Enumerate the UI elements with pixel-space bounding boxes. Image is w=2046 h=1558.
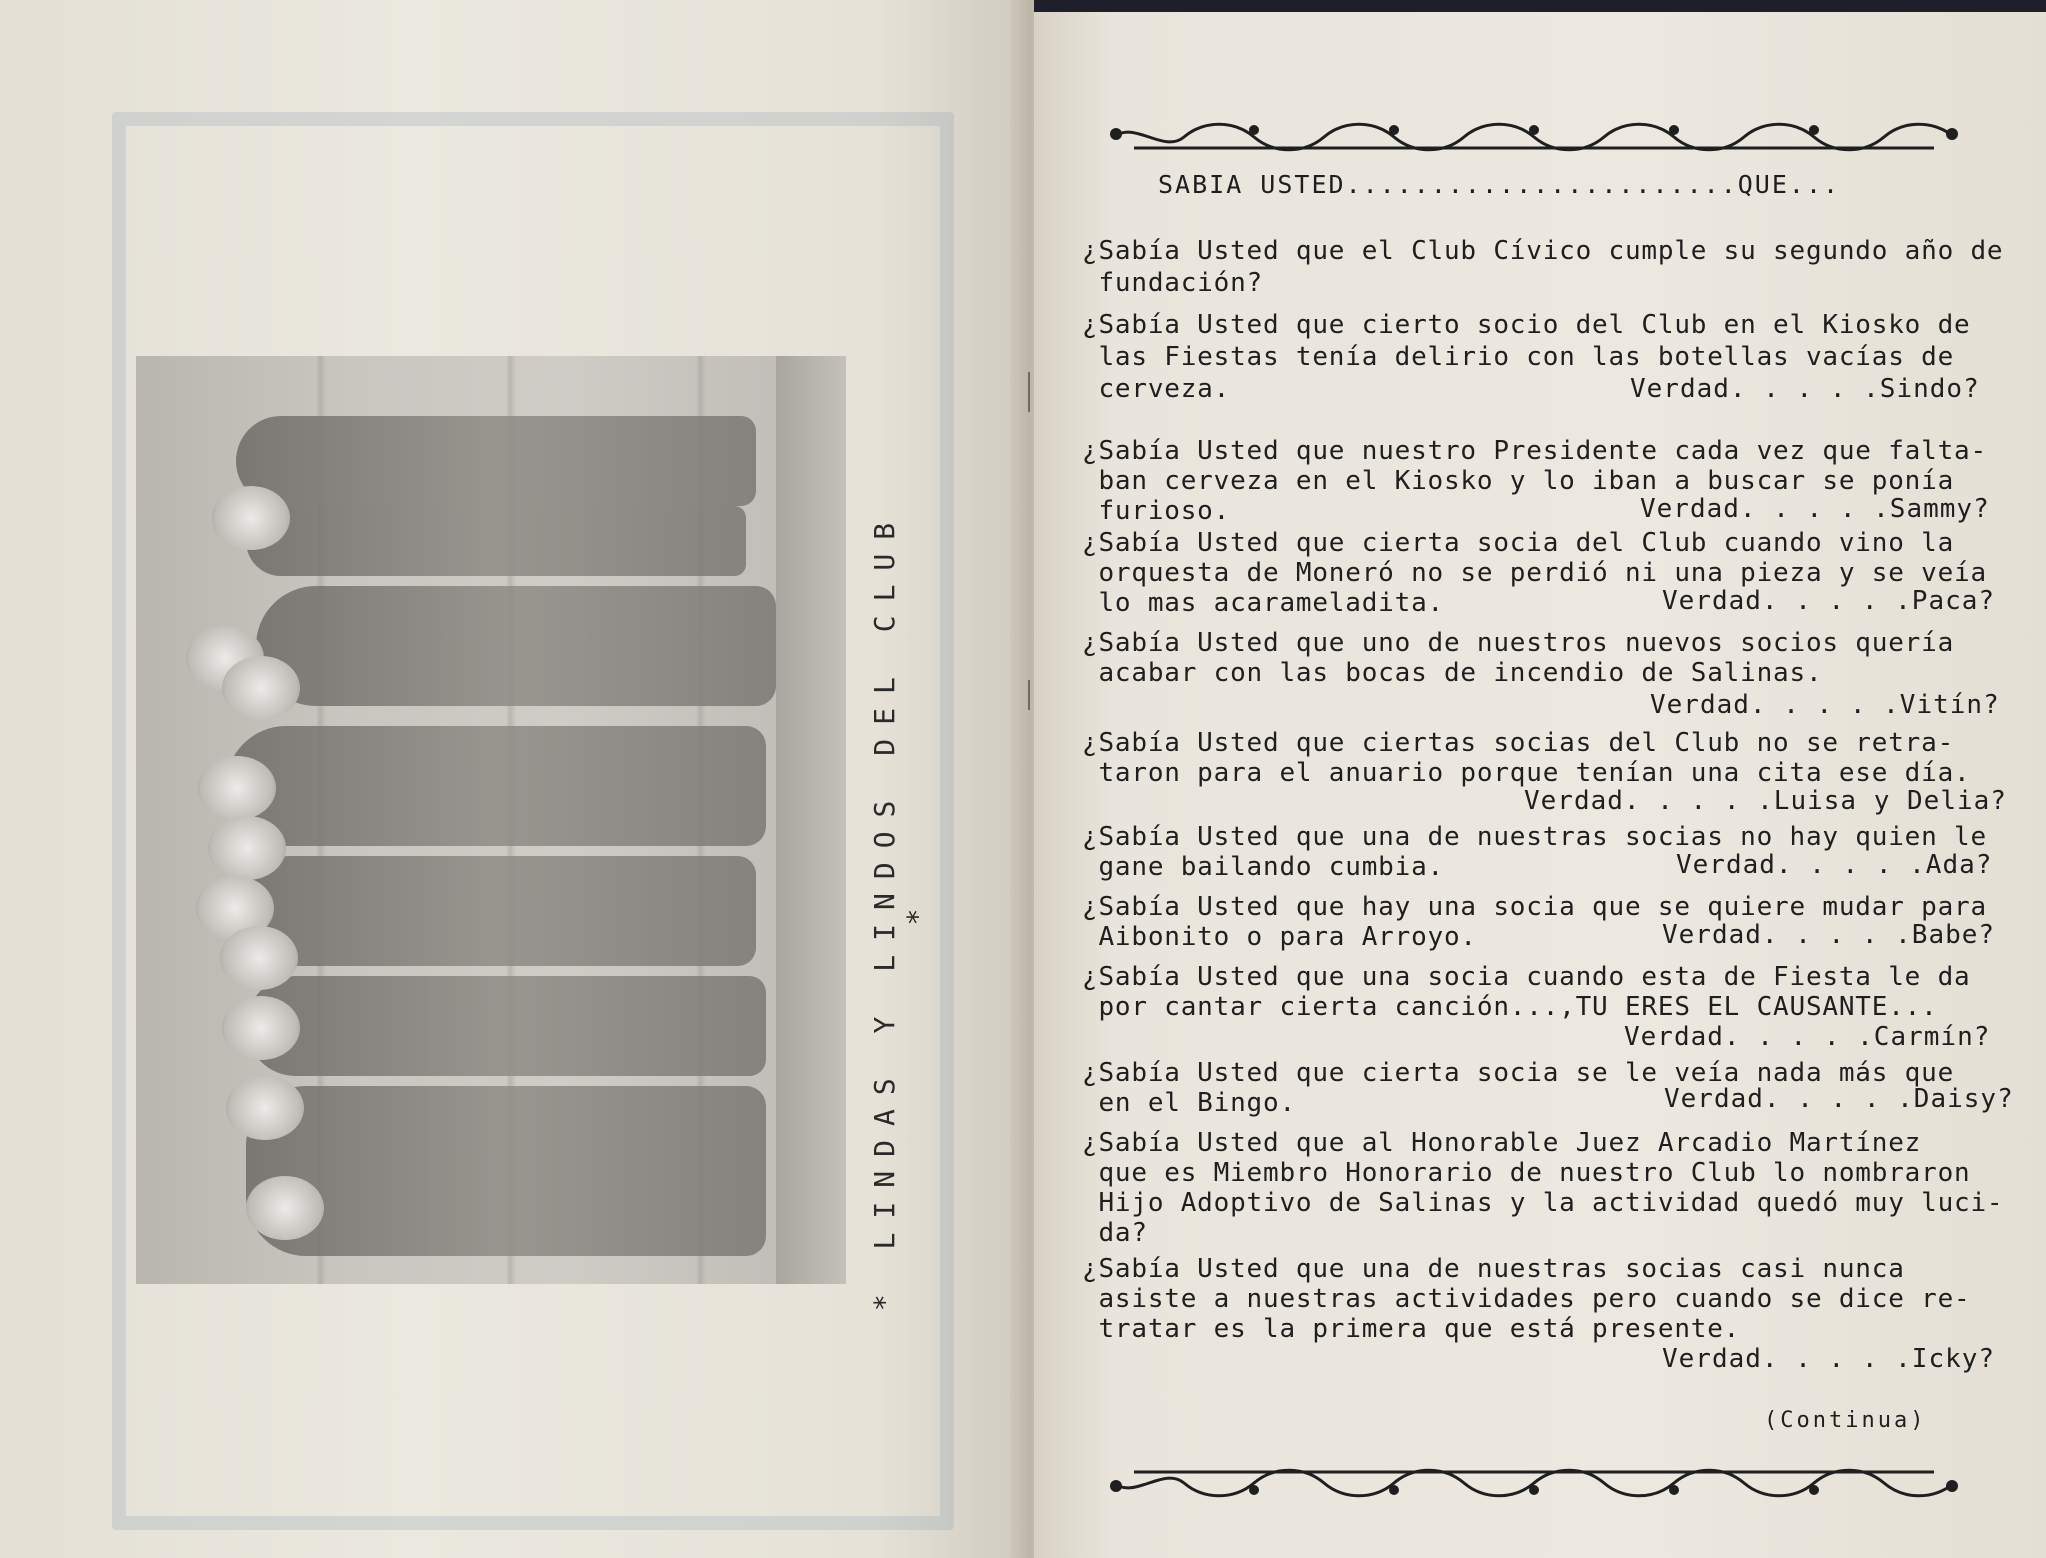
margin-mark xyxy=(1028,372,1030,412)
entry-answer: Verdad. . . . .Paca? xyxy=(1662,586,1996,616)
bottom-ornament xyxy=(1104,1466,1964,1500)
entry-line: ¿Sabía Usted que ciertas socias del Club no se retra- xyxy=(1082,728,1955,758)
entry-line: tratar es la primera que está presente. xyxy=(1082,1314,1741,1344)
entry-answer: Verdad. . . . .Carmín? xyxy=(1624,1022,1991,1052)
entry-line: en el Bingo. xyxy=(1082,1088,1296,1118)
margin-mark xyxy=(1028,680,1030,710)
entry-answer: Verdad. . . . .Daisy? xyxy=(1664,1084,2014,1114)
entry-line: furioso. xyxy=(1082,496,1231,526)
photo-head xyxy=(222,996,300,1060)
photo-person xyxy=(246,506,746,576)
entry-line: que es Miembro Honorario de nuestro Club lo nombraron xyxy=(1082,1158,1971,1188)
photo-head xyxy=(198,756,276,820)
entry-line: taron para el anuario porque tenían una cita ese día. xyxy=(1082,758,1971,788)
entry-answer: Verdad. . . . .Ada? xyxy=(1676,850,1993,880)
entry-line: acabar con las bocas de incendio de Salinas. xyxy=(1082,658,1823,688)
entry-line: cerveza. xyxy=(1082,374,1231,404)
continued-note: (Continua) xyxy=(1764,1408,1927,1433)
photo-head xyxy=(208,816,286,880)
entry-line: ¿Sabía Usted que una de nuestras socias no hay quien le xyxy=(1082,822,1987,852)
entry-line: orquesta de Moneró no se perdió ni una pieza y se veía xyxy=(1082,558,1987,588)
photo-head xyxy=(226,1076,304,1140)
entry-line: ¿Sabía Usted que al Honorable Juez Arcadio Martínez xyxy=(1082,1128,1922,1158)
entry-answer: Verdad. . . . .Babe? xyxy=(1662,920,1996,950)
entry-line: Hijo Adoptivo de Salinas y la actividad quedó muy luci- xyxy=(1082,1188,2004,1218)
photo-person xyxy=(256,586,776,706)
entry-line: ¿Sabía Usted que cierta socia se le veía nada más que xyxy=(1082,1058,1955,1088)
entry-line: ¿Sabía Usted que hay una socia que se quiere mudar para xyxy=(1082,892,1987,922)
entry-line: ¿Sabía Usted que una de nuestras socias casi nunca xyxy=(1082,1254,1905,1284)
photo-person xyxy=(236,856,756,966)
photo-head xyxy=(246,1176,324,1240)
entry-answer: Verdad. . . . .Sammy? xyxy=(1640,494,1990,524)
right-page xyxy=(1034,0,2046,1558)
entry-line: ¿Sabía Usted que uno de nuestros nuevos socios quería xyxy=(1082,628,1955,658)
entry-line: Aibonito o para Arroyo. xyxy=(1082,922,1477,952)
photo-head xyxy=(220,926,298,990)
entry-line: ¿Sabía Usted que una socia cuando esta de Fiesta le da xyxy=(1082,962,1971,992)
entry-answer: Verdad. . . . .Luisa y Delia? xyxy=(1524,786,2007,816)
entry-line: asiste a nuestras actividades pero cuando se dice re- xyxy=(1082,1284,1971,1314)
entry-line: gane bailando cumbia. xyxy=(1082,852,1444,882)
photo-person xyxy=(236,416,756,506)
entry-line: lo mas acarameladita. xyxy=(1082,588,1444,618)
entry-answer: Verdad. . . . .Sindo? xyxy=(1630,374,1980,404)
page-heading: SABIA USTED.......................QUE... xyxy=(1158,170,1841,199)
entry-line: fundación? xyxy=(1082,268,1263,298)
photo-person xyxy=(246,976,766,1076)
entry-line: ¿Sabía Usted que cierta socia del Club cuando vino la xyxy=(1082,528,1955,558)
entry-line: ¿Sabía Usted que el Club Cívico cumple su segundo año de xyxy=(1082,236,2004,266)
group-photo xyxy=(136,356,846,1284)
entry-line: por cantar cierta canción...,TU ERES EL CAUSANTE... xyxy=(1082,992,1938,1022)
entry-line: ¿Sabía Usted que nuestro Presidente cada vez que falta- xyxy=(1082,436,1987,466)
entry-line: ban cerveza en el Kiosko y lo iban a buscar se ponía xyxy=(1082,466,1955,496)
photo-head xyxy=(212,486,290,550)
entry-line: da? xyxy=(1082,1218,1148,1248)
scroll-ornament-icon xyxy=(1104,1466,1964,1500)
entry-answer: Verdad. . . . .Icky? xyxy=(1662,1344,1996,1374)
entry-line: ¿Sabía Usted que cierto socio del Club en el Kiosko de xyxy=(1082,310,1971,340)
photo-floor xyxy=(776,356,846,1284)
photo-person xyxy=(246,1086,766,1256)
photo-head xyxy=(222,656,300,720)
entry-line: las Fiestas tenía delirio con las botellas vacías de xyxy=(1082,342,1955,372)
photo-person xyxy=(226,726,766,846)
entries-list xyxy=(1034,0,2046,1558)
photo-caption: * LINDAS Y LINDOS DEL CLUB * xyxy=(868,508,934,1312)
entry-answer: Verdad. . . . .Vitín? xyxy=(1650,690,2000,720)
